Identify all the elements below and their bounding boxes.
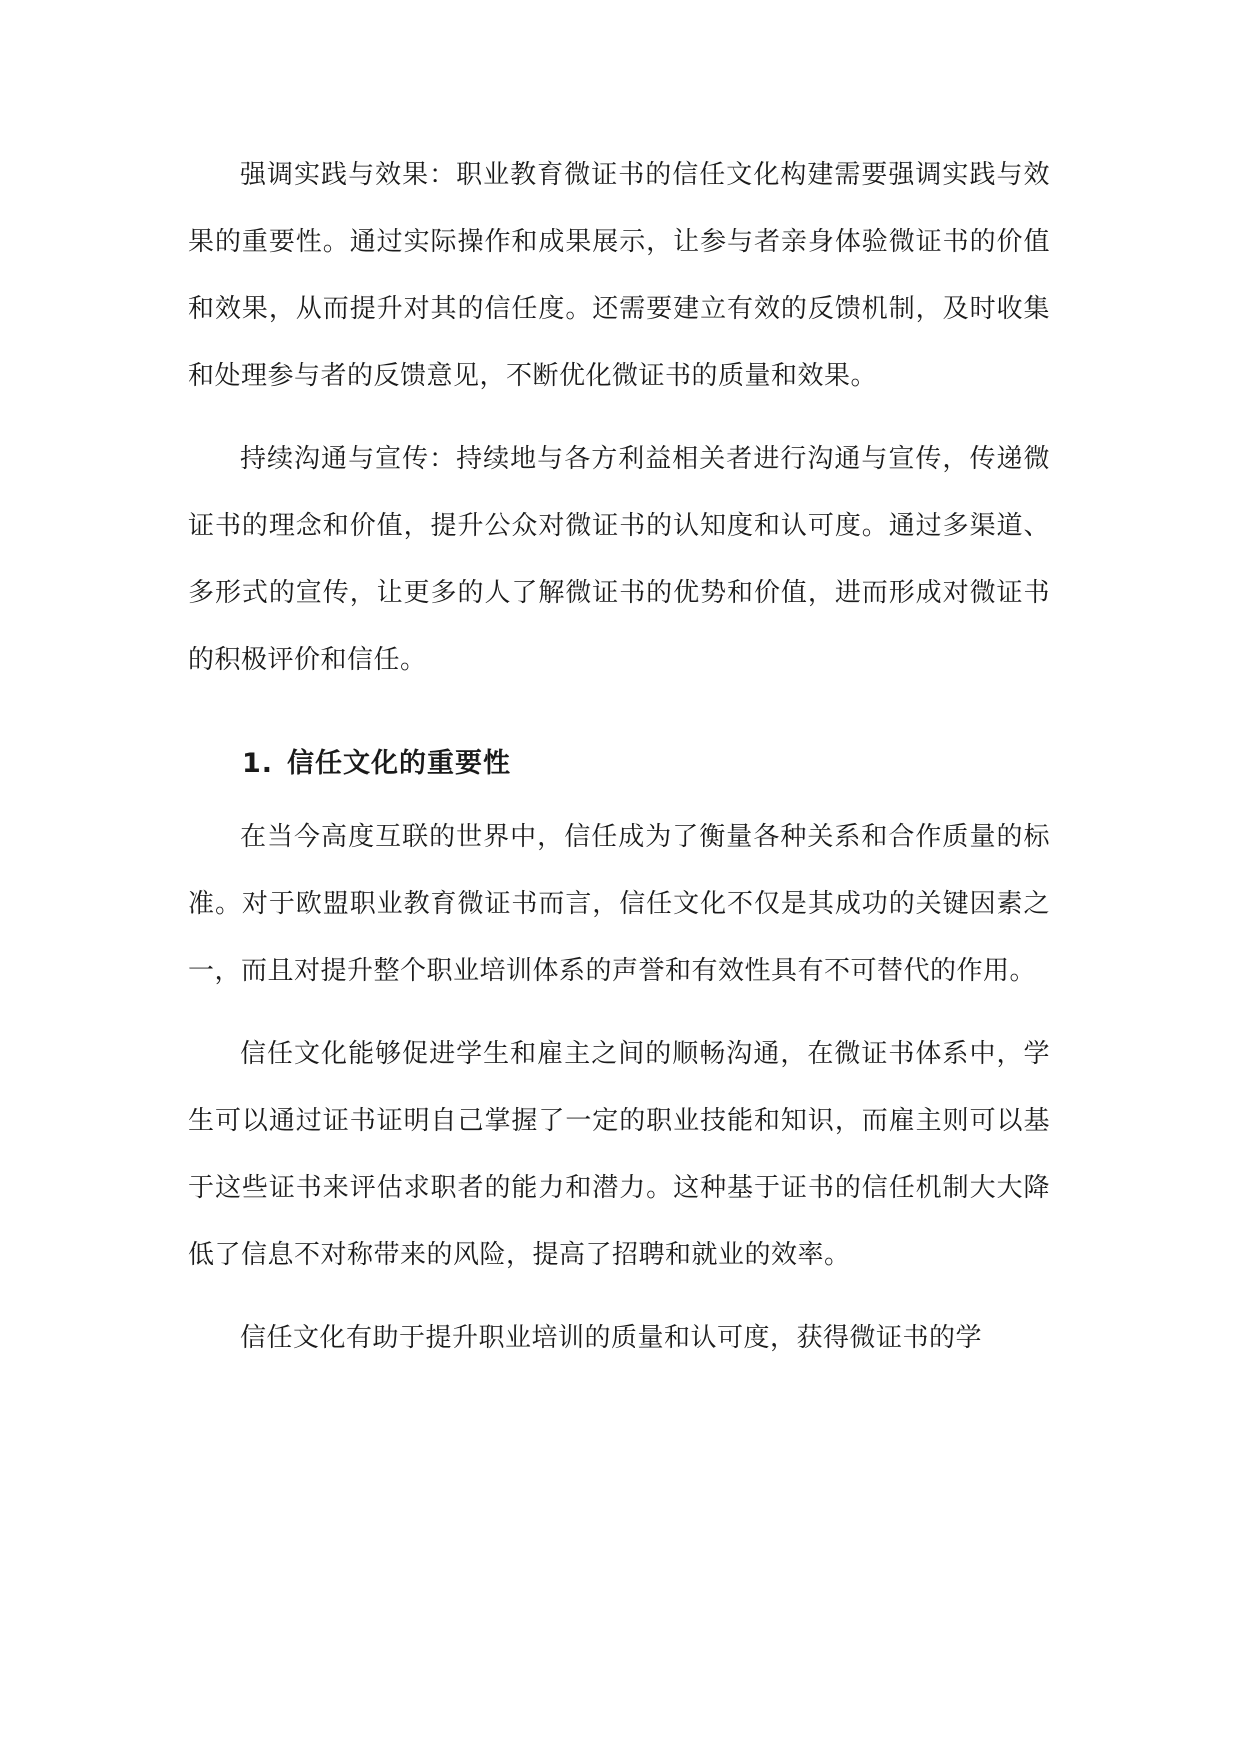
section-heading xyxy=(188,734,1050,794)
section-title: 信任文化的重要性 xyxy=(287,748,512,779)
paragraph-practice-effect: 强调实践与效果：职业教育微证书的信任文化构建需要强调实践与效果的重要性。通过实际操作和成果展示，让参与者亲身体验微证书的价值和效果，从而提升对其的信任度。还需要建立有效的反馈机制，及时收集和处理参与者的反馈意见，不断优化微证书的质量和效果。 xyxy=(188,160,1050,391)
paragraph-communication: 持续沟通与宣传：持续地与各方利益相关者进行沟通与宣传，传递微证书的理念和价值，提升公众对微证书的认知度和认可度。通过多渠道、多形式的宣传，让更多的人了解微证书的优势和价值，进而形成对微证书的积极评价和信任。 xyxy=(188,444,1050,675)
paragraph-trust-standard: 在当今高度互联的世界中，信任成为了衡量各种关系和合作质量的标准。对于欧盟职业教育微证书而言，信任文化不仅是其成功的关键因素之一，而且对提升整个职业培训体系的声誉和有效性具有不可替代的作用。 xyxy=(188,822,1050,986)
section-number: 1. xyxy=(242,748,274,779)
paragraph-trust-communication: 信任文化能够促进学生和雇主之间的顺畅沟通，在微证书体系中，学生可以通过证书证明自己掌握了一定的职业技能和知识，而雇主则可以基于这些证书来评估求职者的能力和潜力。这种基于证书的信任机制大大降低了信息不对称带来的风险，提高了招聘和就业的效率。 xyxy=(188,1039,1050,1270)
paragraph-trust-quality: 信任文化有助于提升职业培训的质量和认可度，获得微证书的学 xyxy=(240,1323,983,1353)
document-body xyxy=(188,142,1050,1388)
